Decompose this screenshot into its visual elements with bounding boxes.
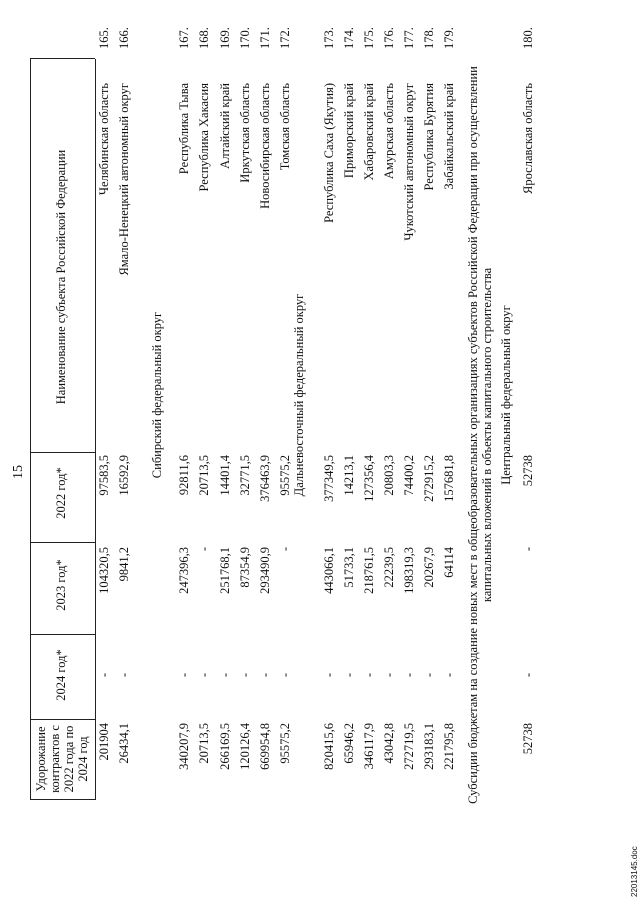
row-number: 173. bbox=[322, 27, 336, 49]
row-number: 170. bbox=[238, 27, 252, 49]
value-2024: - bbox=[322, 672, 336, 678]
region-name: Республика Хакасия bbox=[197, 83, 211, 192]
header-2024: 2024 год* bbox=[54, 649, 68, 701]
value-2024: - bbox=[382, 672, 396, 678]
value-2023: 251768,1 bbox=[218, 547, 232, 594]
section-central: Центральный федеральный округ bbox=[499, 305, 513, 485]
region-name: Амурская область bbox=[382, 83, 396, 180]
section-subsidy-line1: Субсидии бюджетам на создание новых мест в общеобразовательных организациях субъектов Российской Федерации при осуществлении bbox=[466, 66, 480, 804]
value-2024: - bbox=[238, 672, 252, 678]
value-2024: - bbox=[521, 672, 535, 678]
value-total: 272719,5 bbox=[402, 723, 416, 770]
value-2022: 14401,4 bbox=[218, 455, 232, 496]
value-2023: - bbox=[197, 547, 211, 552]
value-2022: 32771,5 bbox=[238, 455, 252, 496]
row-number: 166. bbox=[117, 27, 131, 49]
value-total: 43042,8 bbox=[382, 723, 396, 764]
region-name: Алтайский край bbox=[218, 83, 232, 169]
row-number: 174. bbox=[342, 27, 356, 49]
value-total: 340207,9 bbox=[177, 723, 191, 770]
value-2024: - bbox=[177, 672, 191, 678]
value-total: 201904 bbox=[97, 723, 111, 761]
value-total: 293183,1 bbox=[422, 723, 436, 770]
row-number: 178. bbox=[422, 27, 436, 49]
value-2022: 74400,2 bbox=[402, 455, 416, 496]
region-name: Республика Бурятия bbox=[422, 83, 436, 191]
value-2022: 157681,8 bbox=[442, 455, 456, 502]
region-name: Республика Тыва bbox=[177, 83, 191, 175]
value-2022: 377349,5 bbox=[322, 455, 336, 502]
section-fareast: Дальневосточный федеральный округ bbox=[292, 293, 306, 497]
value-2022: 95575,2 bbox=[278, 455, 292, 496]
value-total: 820415,6 bbox=[322, 723, 336, 770]
header-reduction: Удорожание контрактов с 2022 года по 2024 год bbox=[34, 725, 90, 793]
row-number: 171. bbox=[258, 27, 272, 49]
value-total: 95575,2 bbox=[278, 723, 292, 764]
row-number: 167. bbox=[177, 27, 191, 49]
value-total: 20713,5 bbox=[197, 723, 211, 764]
region-name: Челябинская область bbox=[97, 83, 111, 196]
value-total: 120126,4 bbox=[238, 723, 252, 770]
value-2023: 443066,1 bbox=[322, 547, 336, 594]
value-2024: - bbox=[342, 672, 356, 678]
header-2022: 2022 год* bbox=[54, 467, 68, 519]
region-name: Ярославская область bbox=[521, 83, 535, 194]
value-2024: - bbox=[218, 672, 232, 678]
value-2022: 52738 bbox=[521, 455, 535, 487]
value-2023: - bbox=[521, 547, 535, 552]
value-total: 65946,2 bbox=[342, 723, 356, 764]
value-2022: 14213,1 bbox=[342, 455, 356, 496]
value-2023: 218761,5 bbox=[362, 547, 376, 594]
section-subsidy-line2: капитальных вложений в объекты капитального строительства bbox=[480, 267, 494, 603]
value-2023: 51733,1 bbox=[342, 547, 356, 588]
region-name: Забайкальский край bbox=[442, 83, 456, 190]
value-2022: 97583,5 bbox=[97, 455, 111, 496]
value-2022: 16592,9 bbox=[117, 455, 131, 496]
value-total: 26434,1 bbox=[117, 723, 131, 764]
row-number: 175. bbox=[362, 27, 376, 49]
region-name: Приморский край bbox=[342, 83, 356, 179]
value-2024: - bbox=[97, 672, 111, 678]
header-name: Наименование субъекта Российской Федерации bbox=[54, 149, 68, 405]
table-top-border bbox=[30, 59, 31, 800]
page-number: 15 bbox=[11, 465, 26, 479]
doc-code: 22013145.doc bbox=[630, 846, 639, 897]
row-number: 172. bbox=[278, 27, 292, 49]
value-2024: - bbox=[422, 672, 436, 678]
section-siberia: Сибирский федеральный округ bbox=[150, 311, 164, 479]
row-number: 180. bbox=[521, 27, 535, 49]
value-total: 266169,5 bbox=[218, 723, 232, 770]
value-2022: 127356,4 bbox=[362, 455, 376, 502]
value-2024: - bbox=[258, 672, 272, 678]
row-number: 177. bbox=[402, 27, 416, 49]
value-2022: 20803,3 bbox=[382, 455, 396, 496]
value-2022: 20713,5 bbox=[197, 455, 211, 496]
value-2023: 87354,9 bbox=[238, 547, 252, 588]
value-2023: 198319,3 bbox=[402, 547, 416, 594]
region-name: Хабаровский край bbox=[362, 83, 376, 181]
value-2022: 376463,9 bbox=[258, 455, 272, 502]
value-2024: - bbox=[197, 672, 211, 678]
value-2023: 22239,5 bbox=[382, 547, 396, 588]
region-name: Чукотский автономный округ bbox=[402, 83, 416, 241]
value-2023: - bbox=[278, 547, 292, 552]
table-header-bottom-border bbox=[95, 59, 96, 800]
table-left-border bbox=[30, 58, 95, 59]
value-total: 52738 bbox=[521, 723, 535, 755]
value-total: 346117,9 bbox=[362, 723, 376, 770]
row-number: 169. bbox=[218, 27, 232, 49]
value-2023: 247396,3 bbox=[177, 547, 191, 594]
region-name: Томская область bbox=[278, 83, 292, 171]
value-2022: 272915,2 bbox=[422, 455, 436, 502]
value-2023: 64114 bbox=[442, 547, 456, 578]
value-total: 221795,8 bbox=[442, 723, 456, 770]
value-2024: - bbox=[442, 672, 456, 678]
region-name: Новосибирская область bbox=[258, 83, 272, 209]
value-2023: 293490,9 bbox=[258, 547, 272, 594]
row-number: 165. bbox=[97, 27, 111, 49]
value-2024: - bbox=[117, 672, 131, 678]
value-2024: - bbox=[278, 672, 292, 678]
value-2022: 92811,6 bbox=[177, 455, 191, 496]
region-name: Республика Саха (Якутия) bbox=[322, 83, 336, 223]
value-total: 669954,8 bbox=[258, 723, 272, 770]
row-number: 179. bbox=[442, 27, 456, 49]
value-2024: - bbox=[402, 672, 416, 678]
value-2023: 104320,5 bbox=[97, 547, 111, 594]
row-number: 176. bbox=[382, 27, 396, 49]
region-name: Иркутская область bbox=[238, 83, 252, 183]
row-number: 168. bbox=[197, 27, 211, 49]
region-name: Ямало-Ненецкий автономный округ bbox=[117, 83, 131, 276]
table-right-border bbox=[30, 799, 95, 800]
header-2023: 2023 год* bbox=[54, 559, 68, 611]
value-2023: 9841,2 bbox=[117, 547, 131, 582]
value-2024: - bbox=[362, 672, 376, 678]
value-2023: 20267,9 bbox=[422, 547, 436, 588]
